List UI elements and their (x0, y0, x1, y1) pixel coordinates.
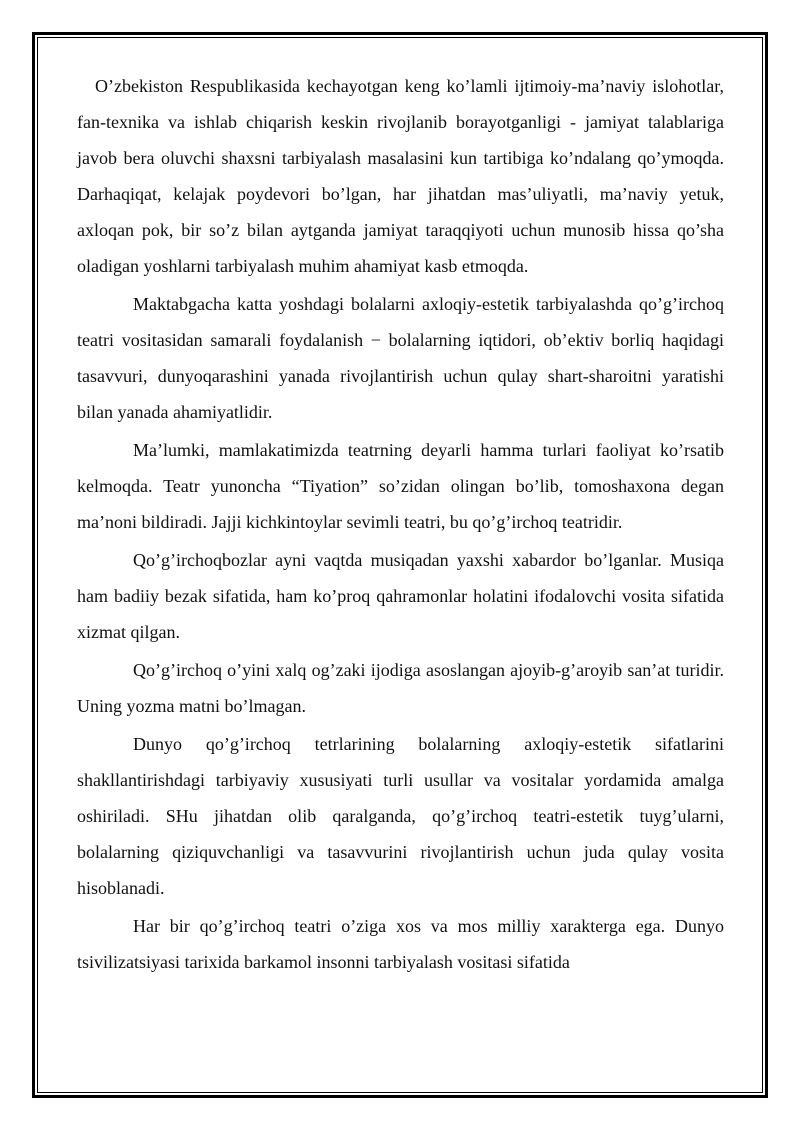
paragraph-4: Qo’g’irchoqbozlar ayni vaqtda musiqadan yaxshi xabardor bo’lganlar. Musiqa ham badiiy bezak sifatida, ham ko’proq qahramonlar holatini ifodalovchi vosita sifatida xizmat qilgan. (77, 550, 724, 642)
paragraph-2: Maktabgacha katta yoshdagi bolalarni axloqiy-estetik tarbiyalashda qo’g’irchoq teatri vositasidan samarali foydalanish − bolalarning iqtidori, ob’ektiv borliq haqidagi tasavvuri, dunyoqarashini yanada rivojlantirish uchun qulay shart-sharoitni yaratishi bilan yanada ahamiyatlidir. (77, 294, 724, 422)
document-body (77, 68, 724, 982)
paragraph-6: Dunyo qo’g’irchoq tetrlarining bolalarning axloqiy-estetik sifatlarini shakllantirishdagi tarbiyaviy xususiyati turli usullar va vositalar yordamida amalga oshiriladi. SHu jihatdan olib qaralganda, qo’g’irchoq teatri-estetik tuyg’ularni, bolalarning qiziquvchanligi va tasavvurini rivojlantirish uchun juda qulay vosita hisoblanadi. (77, 734, 724, 898)
paragraph-5: Qo’g’irchoq o’yini xalq og’zaki ijodiga asoslangan ajoyib-g’aroyib san’at turidir. Uning yozma matni bo’lmagan. (77, 660, 724, 716)
paragraph-3: Ma’lumki, mamlakatimizda teatrning deyarli hamma turlari faoliyat ko’rsatib kelmoqda. Teatr yunoncha “Tiyation” so’zidan olingan bo’lib, tomoshaxona degan ma’noni bildiradi. Jajji kichkintoylar sevimli teatri, bu qo’g’irchoq teatridir. (77, 440, 724, 532)
paragraph-7: Har bir qo’g’irchoq teatri o’ziga xos va mos milliy xarakterga ega. Dunyo tsivilizatsiyasi tarixida barkamol insonni tarbiyalash vositasi sifatida (77, 916, 724, 972)
paragraph-1: O’zbekiston Respublikasida kechayotgan keng ko’lamli ijtimoiy-ma’naviy islohotlar, fan-texnika va ishlab chiqarish keskin rivojlanib borayotganligi - jamiyat talablariga javob bera oluvchi shaxsni tarbiyalash masalasini kun tartibiga ko’ndalang qo’ymoqda. Darhaqiqat, kelajak poydevori bo’lgan, har jihatdan mas’uliyatli, ma’naviy yetuk, axloqan pok, bir so’z bilan aytganda jamiyat taraqqiyoti uchun munosib hissa qo’sha oladigan yoshlarni tarbiyalash muhim ahamiyat kasb etmoqda. (77, 76, 724, 276)
